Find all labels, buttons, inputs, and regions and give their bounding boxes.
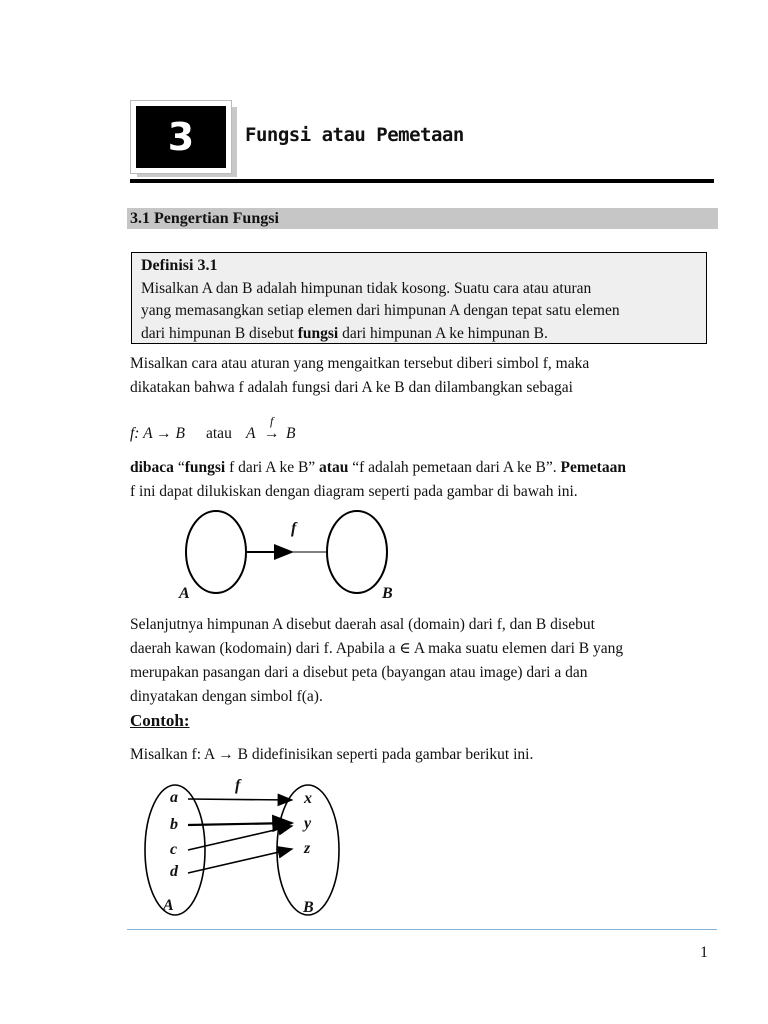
diagram-2-label-f: f — [235, 777, 241, 794]
diagram-2-label-b: B — [303, 899, 314, 916]
diagram-2-label-a: A — [163, 897, 174, 914]
arrow-b-y — [188, 823, 292, 825]
paragraph-2-line-2: f ini dapat dilukiskan dengan diagram seperti pada gambar di bawah ini. — [130, 483, 578, 500]
notation-f: f — [270, 414, 274, 428]
notation-a: A — [246, 425, 256, 442]
set-a-ellipse — [186, 511, 246, 593]
domain-element-a: a — [170, 789, 178, 806]
paragraph-3-line-3: merupakan pasangan dari a disebut peta (bayangan atau image) dari a dan — [130, 664, 588, 681]
chapter-title: Fungsi atau Pemetaan — [245, 124, 464, 146]
diagram-1-label-f: f — [291, 520, 297, 537]
quote-open: “ — [173, 459, 185, 476]
arrow-a-x — [188, 799, 292, 800]
notation-b: B — [286, 425, 296, 442]
definition-term: fungsi — [297, 324, 339, 342]
word-dibaca: dibaca — [130, 459, 174, 476]
paragraph-3 — [130, 613, 716, 709]
paragraph-2-fragment-1: f dari A ke B” — [225, 459, 320, 476]
paragraph-2-fragment-2: “f adalah pemetaan dari A ke B”. — [348, 459, 561, 476]
word-atau: atau — [319, 459, 349, 476]
paragraph-3-line-2: daerah kawan (kodomain) dari f. Apabila a ∈ A maka suatu elemen dari B yang — [130, 640, 624, 657]
codomain-element-y: y — [304, 815, 312, 832]
codomain-element-x: x — [304, 790, 312, 807]
diagram-1-label-a: A — [179, 585, 190, 602]
word-fungsi: fungsi — [184, 459, 226, 476]
domain-element-d: d — [170, 863, 178, 880]
example-heading: Contoh: — [130, 711, 190, 730]
codomain-element-z: z — [304, 840, 311, 857]
example-intro: Misalkan f: A → B didefinisikan seperti pada gambar berikut ini. — [130, 746, 534, 763]
set-b-ellipse — [327, 511, 387, 593]
domain-element-c: c — [170, 841, 178, 858]
paragraph-1-line-1: Misalkan cara atau aturan yang mengaitkan tersebut diberi simbol f, maka — [130, 355, 590, 372]
definition-line-2: yang memasangkan setiap elemen dari himpunan A dengan tepat satu elemen — [141, 302, 620, 319]
paragraph-1-line-2: dikatakan bahwa f adalah fungsi dari A ke B dan dilambangkan sebagai — [130, 379, 573, 396]
definition-title: Definisi 3.1 — [141, 257, 218, 274]
word-pemetaan: Pemetaan — [560, 459, 626, 476]
domain-element-b: b — [170, 816, 178, 833]
arrow-d-z — [188, 849, 292, 873]
diagram-1-label-b: B — [382, 585, 393, 602]
notation-atau: atau — [206, 425, 232, 442]
paragraph-3-line-4: dinyatakan dengan simbol f(a). — [130, 688, 323, 705]
page-number: 1 — [700, 944, 708, 961]
definition-line-3-post: dari himpunan A ke himpunan B. — [338, 324, 548, 342]
notation-formula: f: A → B — [130, 425, 185, 442]
paragraph-3-line-1: Selanjutnya himpunan A disebut daerah asal (domain) dari f, dan B disebut — [130, 616, 595, 633]
definition-line-3-pre: dari himpunan B disebut — [141, 324, 298, 342]
chapter-number: 3 — [136, 106, 226, 168]
footer-rule — [127, 929, 717, 930]
notation-arrow: → — [264, 425, 280, 442]
section-heading: 3.1 Pengertian Fungsi — [130, 210, 279, 227]
definition-line-1: Misalkan A dan B adalah himpunan tidak kosong. Suatu cara atau aturan — [141, 279, 592, 297]
